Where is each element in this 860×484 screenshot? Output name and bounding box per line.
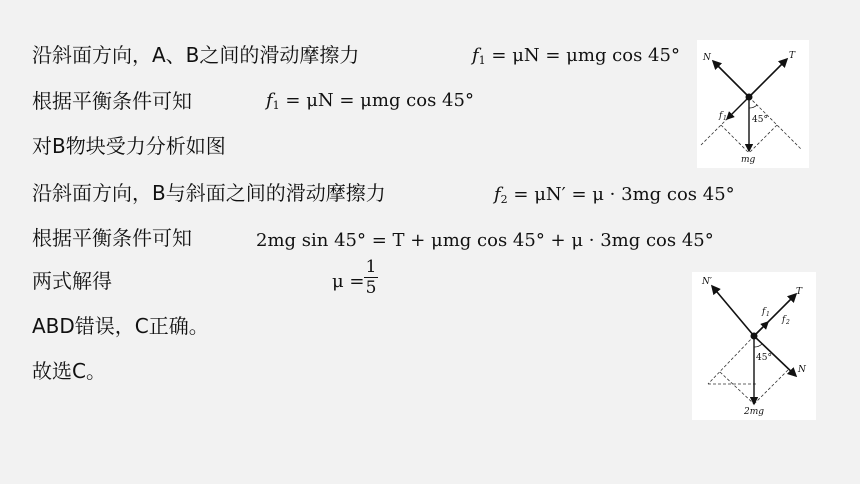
dashed-incline-left [708, 336, 754, 384]
equation-5-lhs: μ = [332, 271, 365, 292]
text-line-2: 根据平衡条件可知 [32, 89, 192, 113]
label-T: T [789, 51, 796, 61]
text-line-3: 对B物块受力分析如图 [32, 134, 226, 158]
arrow-tension [749, 59, 787, 97]
dashed-component-1 [721, 125, 749, 153]
label-f2: f [782, 315, 786, 325]
label-f1: f [762, 307, 766, 317]
center-point [746, 94, 753, 101]
force-diagram-a [697, 40, 809, 168]
equation-1: $f_1 = \mu N = \mu mg$ cos 45° [472, 45, 680, 67]
label-f1-subscript: 1 [723, 115, 727, 122]
label-2mg: 2mg [744, 407, 765, 417]
dashed-component-2 [754, 370, 788, 404]
angle-arc [754, 344, 762, 347]
fraction-denominator: 5 [365, 278, 377, 298]
fraction-numerator: 1 [365, 257, 377, 277]
text-line-5: 根据平衡条件可知 [32, 226, 192, 250]
equation-3: $f_2 = \mu N' = \mu \cdot 3mg$ cos 45° [494, 184, 735, 206]
text-line-1: 沿斜面方向，A、B之间的滑动摩擦力 [32, 43, 360, 67]
text-line-7: ABD错误，C正确。 [32, 314, 209, 338]
label-N: N [703, 53, 711, 63]
dashed-component-1 [720, 372, 754, 404]
text-line-6: 两式解得 [32, 269, 112, 293]
arrow-tension [754, 294, 796, 336]
center-point [751, 333, 758, 340]
label-f2-subscript: 2 [786, 319, 790, 326]
label-angle: 45° [752, 115, 768, 125]
label-f1-subscript: 1 [766, 311, 770, 318]
equation-5-fraction [364, 258, 378, 297]
text-line-8: 故选C。 [32, 359, 106, 383]
text-line-4: 沿斜面方向，B与斜面之间的滑动摩擦力 [32, 181, 386, 205]
force-diagram-b-svg [692, 272, 816, 420]
label-f1: f [719, 111, 723, 121]
label-mg: mg [741, 155, 756, 165]
arrow-normal-force [713, 61, 749, 97]
arrow-friction-f1 [727, 97, 749, 119]
dashed-component-2 [749, 125, 777, 153]
equation-2: $f_1 = \mu N = \mu mg$ cos 45° [266, 90, 474, 112]
equation-4: 2mg sin 45° = T + μmg cos 45° + μ · 3mg cos 45° [256, 230, 714, 251]
label-N: N [798, 365, 806, 375]
force-diagram-a-svg [697, 40, 809, 168]
arrow-normal-force-prime [712, 286, 754, 336]
label-T: T [796, 287, 803, 297]
force-diagram-b [692, 272, 816, 420]
label-angle: 45° [756, 353, 772, 363]
label-N-prime: N′ [702, 277, 712, 287]
angle-arc [749, 105, 757, 108]
